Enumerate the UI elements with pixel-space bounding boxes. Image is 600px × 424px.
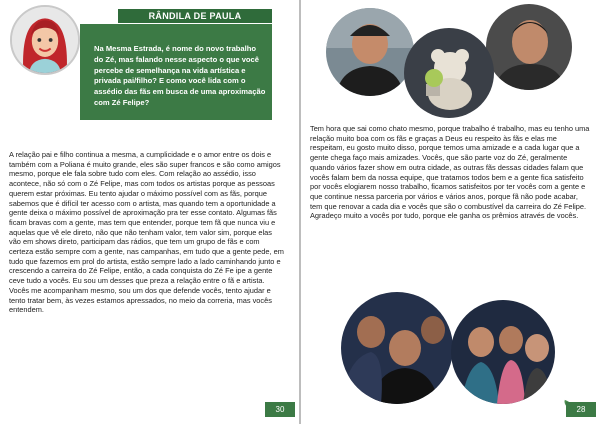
photo-crowd-left [341, 292, 453, 404]
right-page [301, 0, 600, 424]
photo-man-cap [326, 8, 414, 96]
left-page [0, 0, 299, 424]
author-avatar [10, 5, 80, 75]
photo-stuffed-toys [404, 28, 494, 118]
page-number: 28 [566, 402, 596, 417]
photo-crowd-right [451, 300, 555, 404]
photo-young-man [486, 4, 572, 90]
interview-question: Na Mesma Estrada, é nome do novo trabalho do Zé, mas falando nesse aspecto o que você percebe de semelhança na vida artística e privada pai/filho? E como você lida com o assédio das fãs em busca de uma aproximação com Zé Felipe? [80, 24, 272, 120]
answer-text: A relação pai e filho continua a mesma, a cumplicidade e o amor entre os dois e também com a Poliana é muito grande, eles são super francos e são como amigos mesmo, porque ele fala sobre tudo com eles. Com relação ao assédio, isso acontece, não só com o Zé Felipe, mas com todos os artistas porque as pessoas querem estar próximas. Eu tento ajudar o máximo possível com as fãs, porque sabemos que é difícil ter acesso com o artista, mas quando tem a oportunidade a gente deixa o máximo possível de aproximação pra ter esse contato. Algumas fãs ficam bravas com a gente, mas tem que entender, porque tem fã que nunca viu e aquelas que vê ele direto, não que não tenham valor, tem valor sim, porque elas vão em shows direto, participam das rádios, que tem um grupo de fãs e com certeza estão sempre com a gente, nas campanhas, em tudo que a gente pede, em tudo que fazemos em prol do artista, estão sempre lado a lado caminhando junto e crescendo a carreira do Zé Felipe, então, a cada conquista do Zé Fe ipe a gente ceve tudo a vocês. Eu sou um desses que preza a relação entre o fã e artista. Vocês me acompanham mesmo, sou um dos que defende vocês, tento ajudar e tento tratar bem, às vezes estamos apressados, no meio da correria, mas vocês entendem. [9, 150, 284, 315]
answer-text-continued: Tem hora que sai como chato mesmo, porque trabalho é trabalho, mas eu tenho uma relação muito boa com os fãs e graças a Deus eu respeito às fãs e elas me respeitam, eu gosto muito disso, porque temos uma amizade e a cada lugar que a gente chega faço mais amizades. Vocês, que são parte voz do Zé, geralmente quando vários fazer show em outra cidade, as outras fãs dessas cidades falam que vocês falam bem da nossa equipe, que tratamos todos bem e a gente fica satisfeito por vocês elogiarem nosso trabalho, ficamos satisfeitos por ter vocês com a gente e que continue nessa parceria por vários e vários anos, porque fã não pode acabar, tem que renovar a cada dia e vocês que são o combustível da carreira do Zé Felipe. Agradeço muito a vocês por tudo, porque ele ganha os prêmios através de vocês. [310, 124, 590, 221]
author-name-bar: RÂNDILA DE PAULA [118, 9, 272, 23]
page-number: 30 [265, 402, 295, 417]
cartoon-woman-icon [12, 7, 78, 73]
